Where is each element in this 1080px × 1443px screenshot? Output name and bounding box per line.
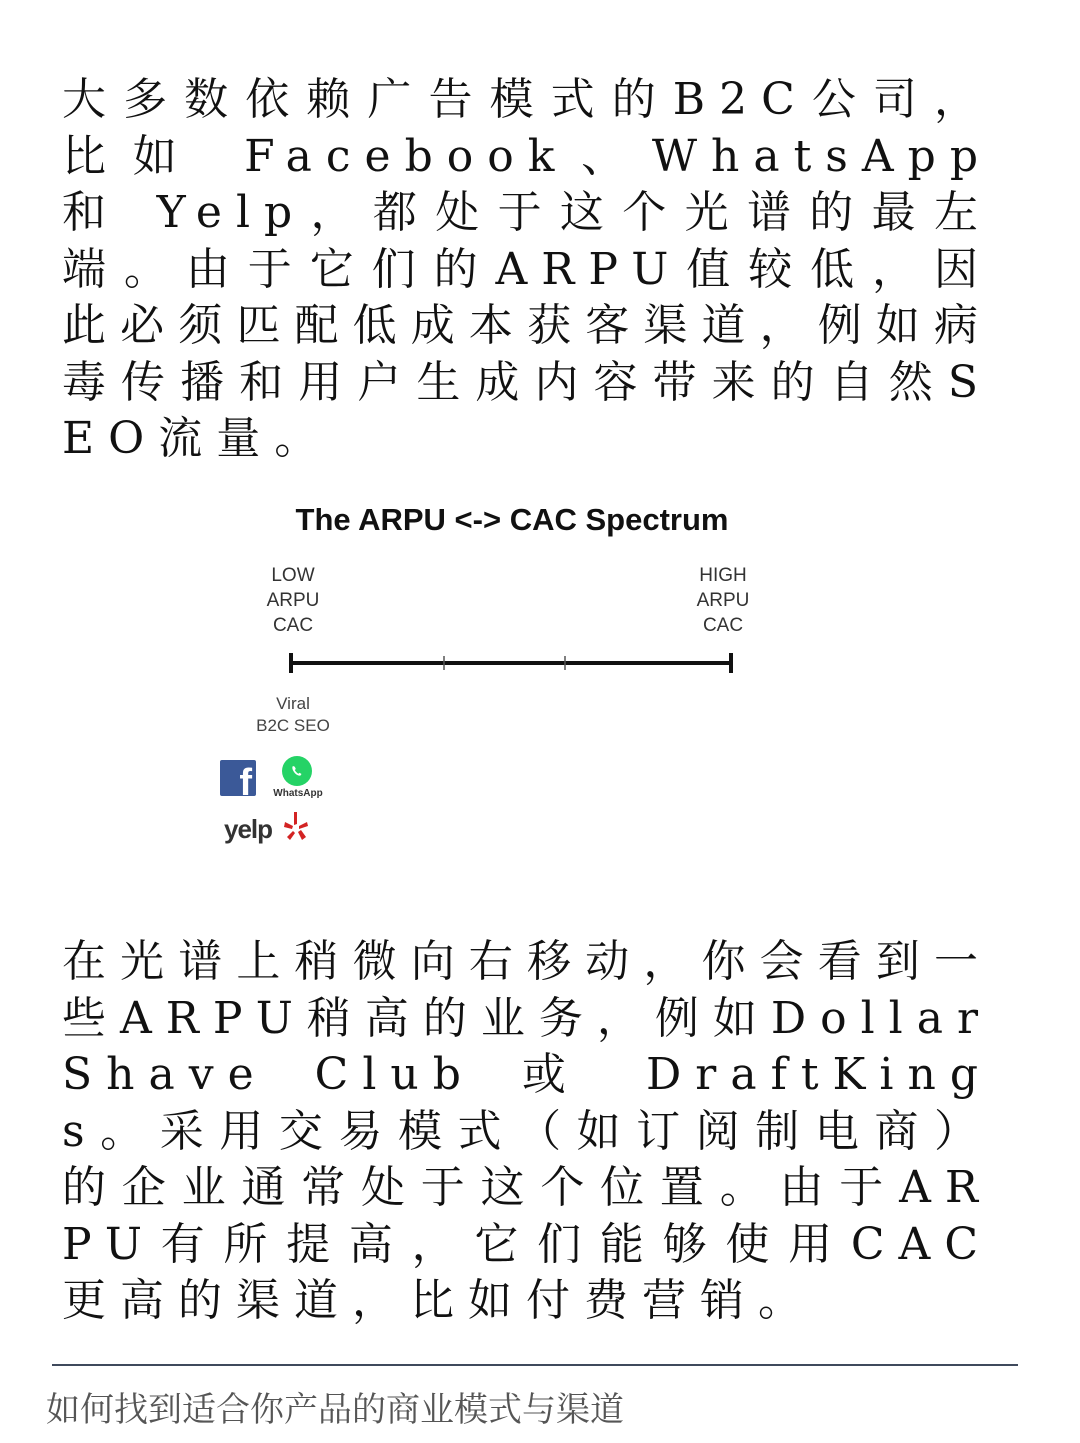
footer-divider bbox=[52, 1364, 1018, 1366]
yelp-wordmark: yelp bbox=[224, 814, 273, 844]
intro-paragraph: 大多数依赖广告模式的B2C公司，比如 Facebook、WhatsApp 和 Yelp，都处于这个光谱的最左端。由于它们的ARPU值较低，因此必须匹配低成本获客渠道，例如病毒传播和用户生成内容带来的自然SEO流量。 bbox=[62, 74, 992, 464]
whatsapp-logo-icon bbox=[268, 756, 328, 802]
whatsapp-wordmark: WhatsApp bbox=[273, 788, 323, 799]
high-label-line: CAC bbox=[702, 615, 744, 636]
facebook-logo-icon: f bbox=[220, 760, 256, 796]
viral-label-line: B2C SEO bbox=[256, 716, 330, 735]
footer-title: 如何找到适合你产品的商业模式与渠道 bbox=[46, 1390, 624, 1430]
yelp-burst-icon bbox=[282, 810, 310, 844]
yelp-logo-icon bbox=[224, 810, 314, 850]
spectrum-axis bbox=[280, 650, 740, 680]
high-label-line: HIGH bbox=[699, 565, 747, 586]
body-paragraph: 在光谱上稍微向右移动，你会看到一些ARPU稍高的业务，例如Dollar Shave Club 或 DraftKings。采用交易模式（如订阅制电商）的企业通常处于这个位置。由于ARPU有所提高，它们能够使用CAC更高的渠道，比如付费营销。 bbox=[62, 936, 992, 1326]
low-end-label bbox=[238, 563, 348, 638]
low-label-line: CAC bbox=[272, 615, 314, 636]
low-label-line: ARPU bbox=[266, 590, 320, 611]
low-label-line: LOW bbox=[271, 565, 315, 586]
viral-seo-label bbox=[238, 693, 348, 737]
figure-title: The ARPU <-> CAC Spectrum bbox=[295, 502, 729, 537]
viral-label-line: Viral bbox=[276, 694, 310, 713]
high-end-label bbox=[668, 563, 778, 638]
arpu-cac-spectrum-figure bbox=[0, 490, 1080, 870]
high-label-line: ARPU bbox=[696, 590, 750, 611]
